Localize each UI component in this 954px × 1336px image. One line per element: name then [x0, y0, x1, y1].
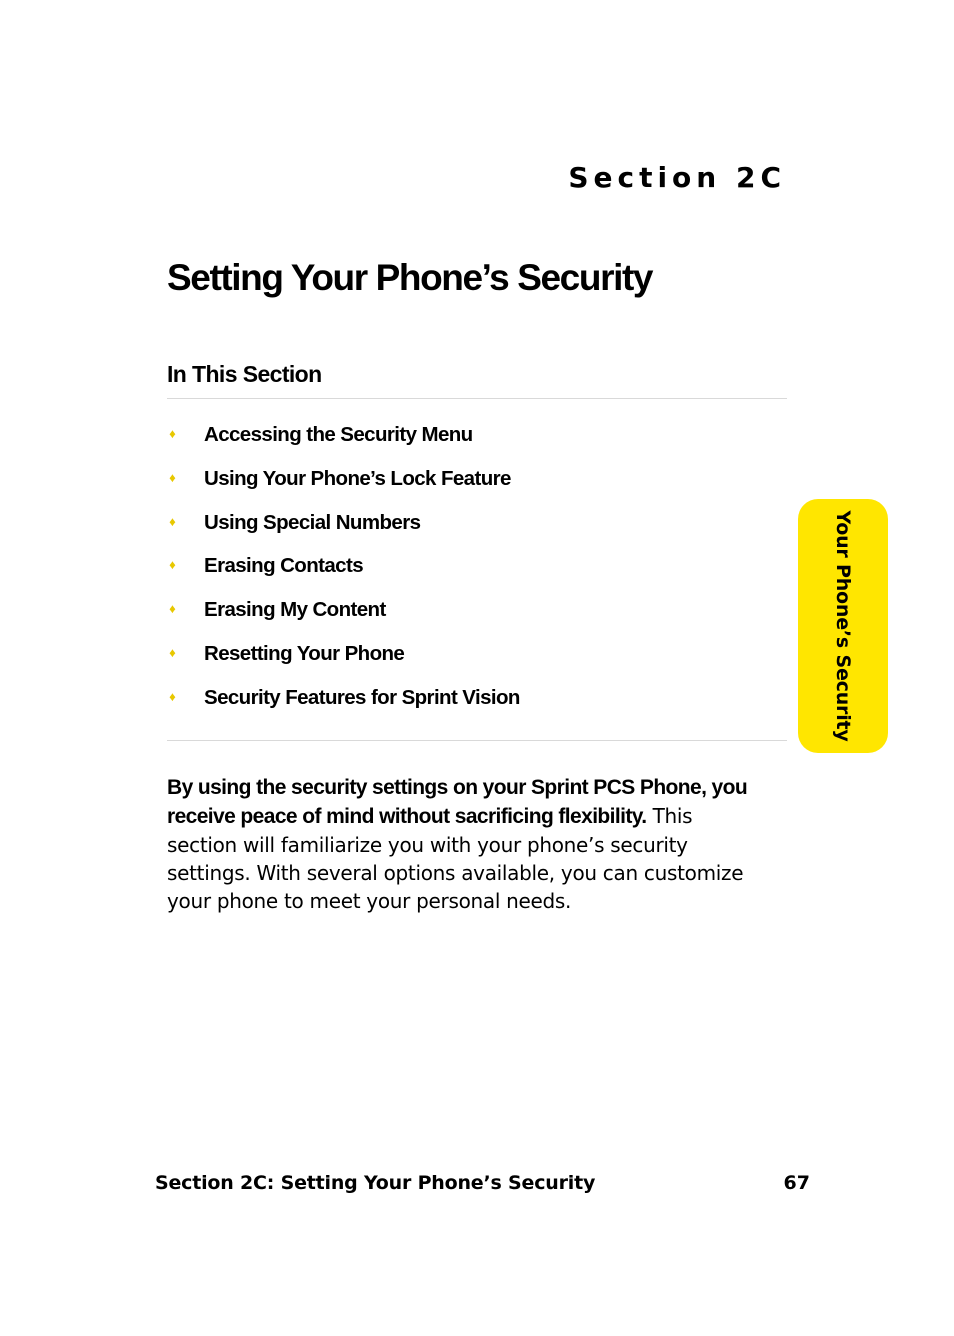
list-item-label: Accessing the Security Menu: [204, 423, 473, 446]
list-item-label: Erasing Contacts: [204, 554, 363, 578]
side-tab: [798, 499, 888, 753]
intro-paragraph: [167, 773, 767, 915]
diamond-bullet-icon: ♦: [169, 513, 176, 529]
page-number: 67: [783, 1172, 810, 1194]
list-item-label: Security Features for Sprint Vision: [204, 685, 520, 709]
intro-lead-text: By using the security settings on your Sprint PCS Phone, you receive peace of mind without sacrificing flexibility.: [167, 776, 748, 828]
list-item-label: Resetting Your Phone: [204, 641, 405, 665]
page-title: Setting Your Phone’s Security: [167, 257, 653, 298]
diamond-bullet-icon: ♦: [169, 601, 176, 617]
list-item-label: Using Your Phone’s Lock Feature: [204, 466, 511, 490]
bottom-divider: [167, 740, 787, 741]
diamond-bullet-icon: ♦: [169, 426, 176, 441]
section-label: Section 2C: [568, 161, 786, 194]
diamond-bullet-icon: ♦: [169, 688, 176, 704]
list-item-label: Using Special Numbers: [204, 510, 421, 534]
footer-title: Section 2C: Setting Your Phone’s Security: [155, 1172, 596, 1194]
side-tab-label: Your Phone’s Security: [832, 510, 854, 742]
intro-body-text: This section will familiarize you with your phone’s security settings. With several options available, you can customize your phone to meet your personal needs.: [167, 804, 744, 913]
diamond-bullet-icon: ♦: [169, 469, 176, 485]
diamond-bullet-icon: ♦: [169, 557, 176, 573]
list-item-label: Erasing My Content: [204, 598, 386, 622]
top-divider: [167, 398, 787, 399]
diamond-bullet-icon: ♦: [169, 644, 176, 660]
in-this-section-heading: In This Section: [167, 361, 322, 387]
